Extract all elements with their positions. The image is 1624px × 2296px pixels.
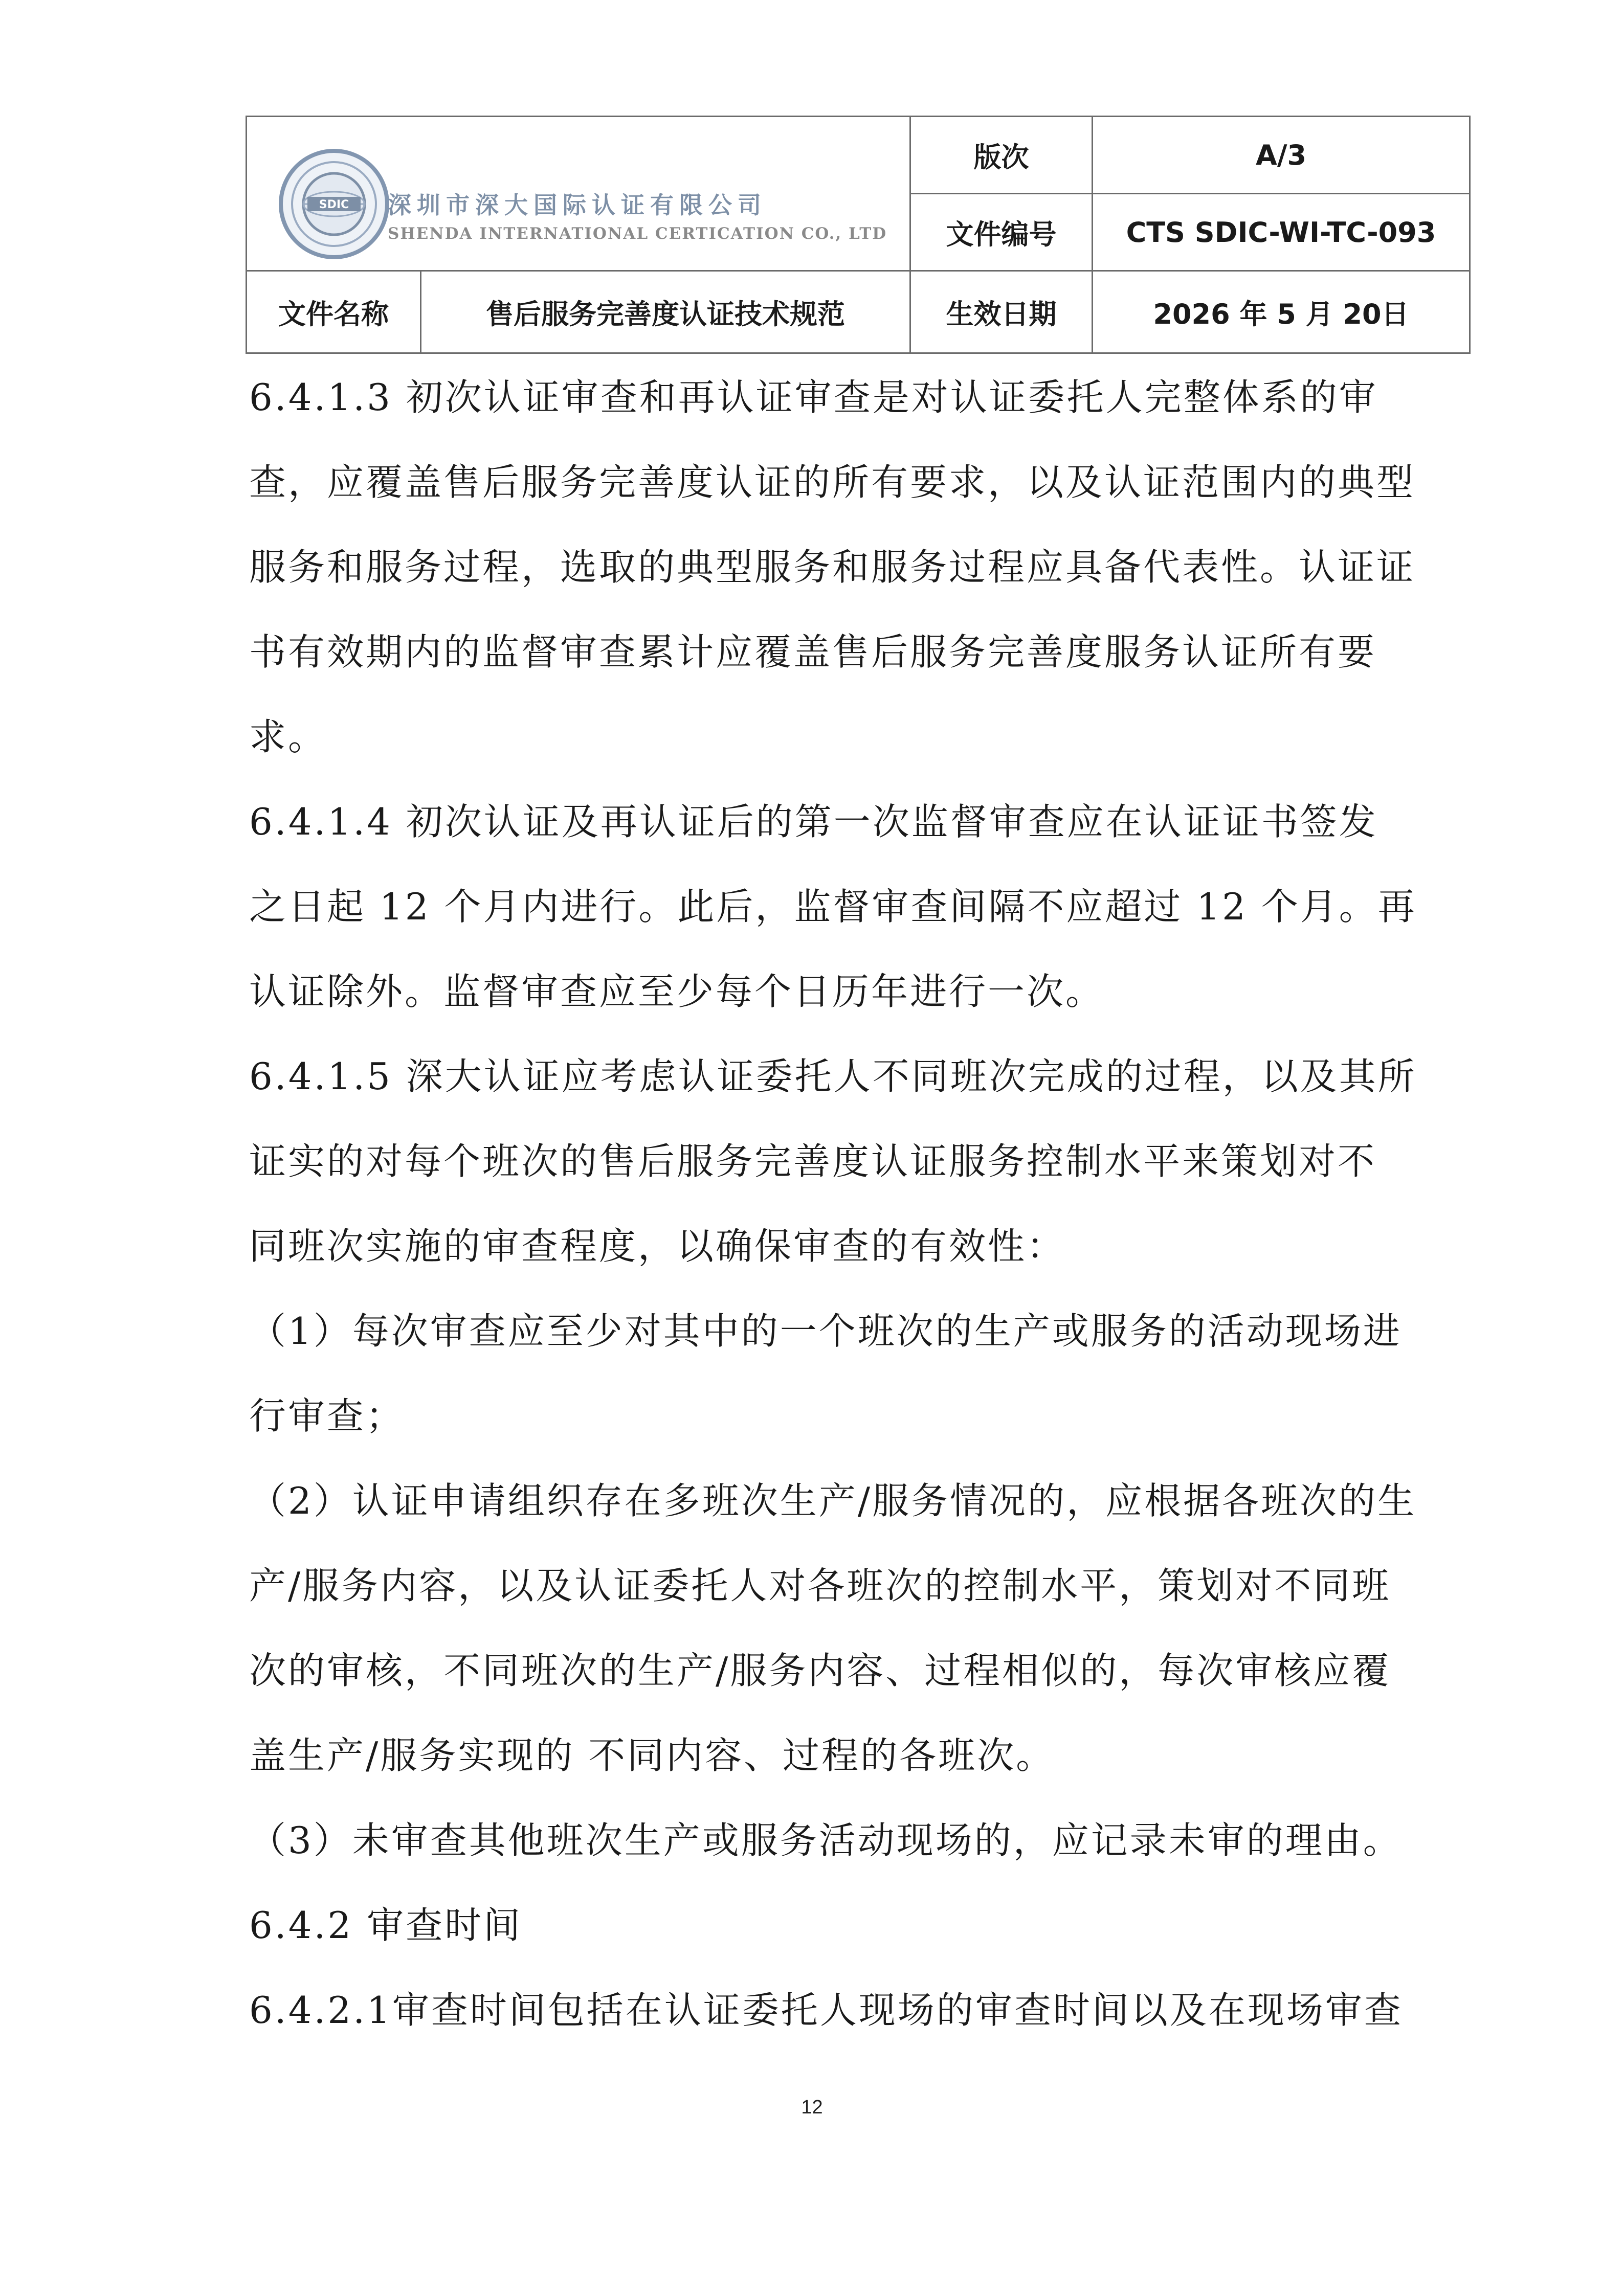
svg-text:SDIC: SDIC [319, 198, 349, 211]
doc-number-value: CTS SDIC-WI-TC-093 [1093, 194, 1470, 271]
body-line: （3）未审查其他班次生产或服务活动现场的，应记录未审的理由。 [249, 1819, 1402, 1862]
doc-number-label: 文件编号 [910, 194, 1093, 271]
page-number: 12 [801, 2097, 823, 2118]
body-line: 产/服务内容，以及认证委托人对各班次的控制水平，策划对不同班 [249, 1564, 1391, 1607]
version-label: 版次 [910, 117, 1093, 194]
body-line: 服务和服务过程，选取的典型服务和服务过程应具备代表性。认证证 [249, 546, 1416, 589]
body-line: 认证除外。监督审查应至少每个日历年进行一次。 [249, 970, 1105, 1013]
company-logo [278, 148, 887, 271]
body-line: 6.4.1.3 初次认证审查和再认证审查是对认证委托人完整体系的审 [249, 376, 1378, 419]
body-line: 书有效期内的监督审查累计应覆盖售后服务完善度服务认证所有要 [249, 631, 1377, 673]
version-value: A/3 [1093, 117, 1470, 194]
company-name-cn: 深圳市深大国际认证有限公司 [388, 191, 767, 219]
body-line: 次的审核，不同班次的生产/服务内容、过程相似的，每次审核应覆 [249, 1649, 1391, 1692]
effective-date-value: 2026 年 5 月 20日 [1093, 271, 1470, 353]
body-line: 之日起 12 个月内进行。此后，监督审查间隔不应超过 12 个月。再 [249, 885, 1417, 928]
body-line: 6.4.1.4 初次认证及再认证后的第一次监督审查应在认证证书签发 [249, 800, 1378, 843]
body-line: 盖生产/服务实现的 不同内容、过程的各班次。 [249, 1734, 1055, 1777]
body-line: 证实的对每个班次的售后服务完善度认证服务控制水平来策划对不 [249, 1140, 1377, 1183]
body-line: 6.4.2.1审查时间包括在认证委托人现场的审查时间以及在现场审查 [249, 1989, 1403, 2032]
body-line: 行审查； [249, 1394, 405, 1437]
document-body [249, 355, 1417, 2053]
doc-name-value: 售后服务完善度认证技术规范 [421, 271, 910, 353]
body-line: （1）每次审查应至少对其中的一个班次的生产或服务的活动现场进 [249, 1310, 1402, 1353]
company-seal-icon [278, 148, 390, 260]
body-line: 6.4.1.5 深大认证应考虑认证委托人不同班次完成的过程，以及其所 [249, 1055, 1417, 1098]
company-logo-cell [247, 117, 910, 271]
body-line: （2）认证申请组织存在多班次生产/服务情况的，应根据各班次的生 [249, 1479, 1417, 1522]
body-line: 6.4.2 审查时间 [249, 1904, 523, 1947]
body-line: 查，应覆盖售后服务完善度认证的所有要求，以及认证范围内的典型 [249, 461, 1416, 504]
body-line: 同班次实施的审查程度，以确保审查的有效性： [249, 1225, 1066, 1268]
body-line: 求。 [249, 715, 327, 758]
effective-date-label: 生效日期 [910, 271, 1093, 353]
doc-name-label: 文件名称 [247, 271, 421, 353]
company-name-en: SHENDA INTERNATIONAL CERTICATION CO., LTD [388, 224, 887, 243]
document-header-table [246, 116, 1471, 354]
